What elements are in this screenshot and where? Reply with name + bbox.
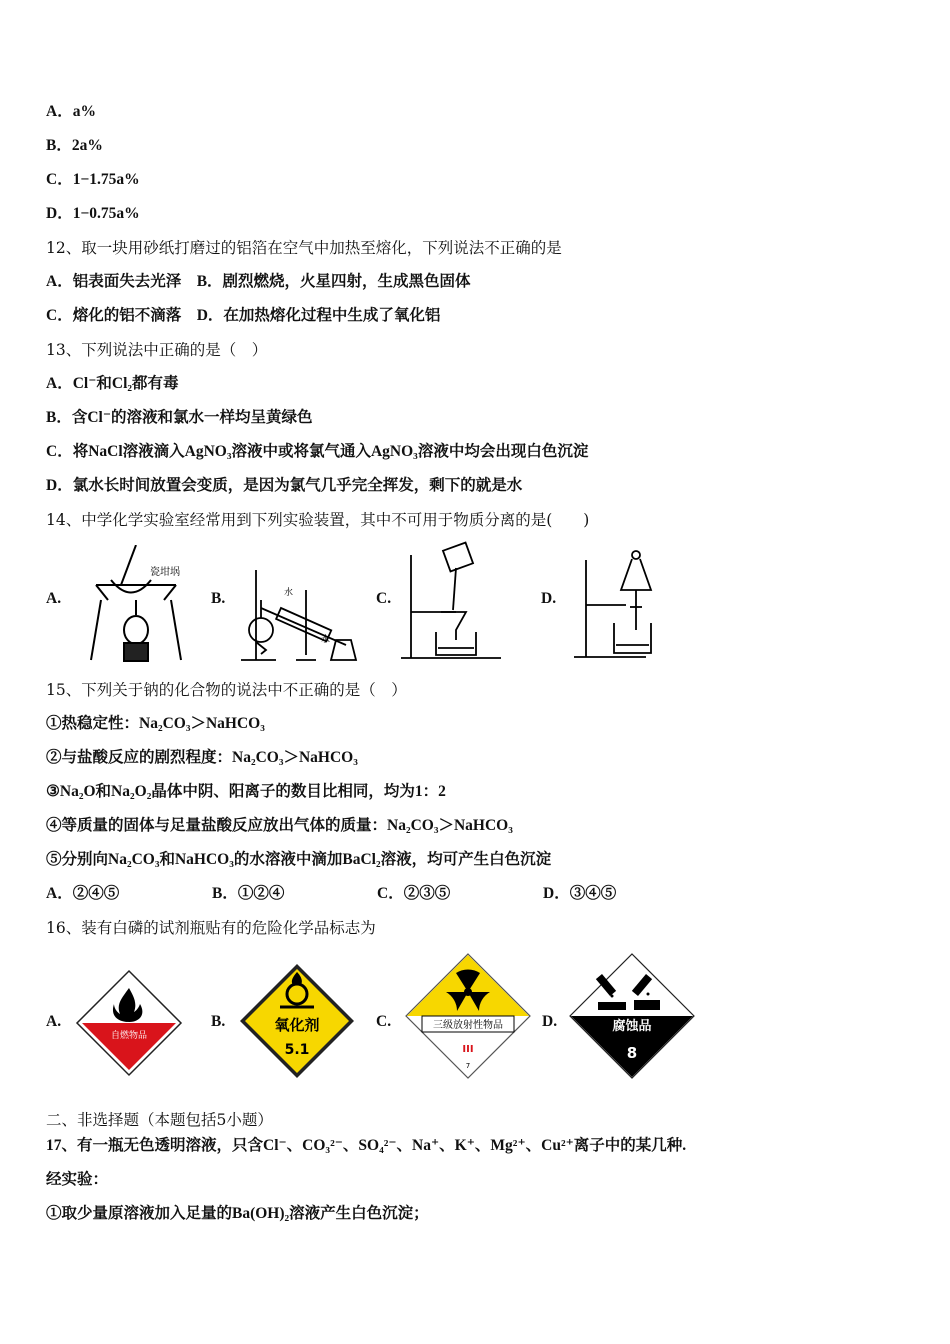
- radioactive-sign: [404, 952, 532, 1080]
- q15-statement-2: ②与盐酸反应的剧烈程度：Na₂CO₃＞NaHCO₃: [46, 749, 358, 766]
- q16-label-a: A.: [46, 1013, 62, 1030]
- q16-label-d: D.: [542, 1013, 558, 1030]
- crucible-label: 瓷坩埚: [150, 567, 180, 578]
- q14-option-a: [46, 590, 76, 608]
- q11-option-c: C．1−1.75a%: [46, 171, 140, 188]
- q16-stem: 16、装有白磷的试剂瓶贴有的危险化学品标志为: [46, 919, 376, 937]
- q17-stem: 17、有一瓶无色透明溶液，只含Cl⁻、CO₃²⁻、SO₄²⁻、Na⁺、K⁺、Mg²⁺、Cu²⁺离子中的某几种.: [46, 1137, 687, 1154]
- q15-option-c: C．②③⑤: [377, 885, 451, 902]
- sign-d-number: 8: [626, 1044, 638, 1062]
- experiment-step-1: ①取少量原溶液加入足量的Ba(OH)₂溶液产生白色沉淀；: [46, 1205, 429, 1222]
- q11-option-d: D．1−0.75a%: [46, 205, 140, 222]
- q11-option-a: A．a%: [46, 103, 96, 120]
- q16-signs-row: [46, 950, 726, 1080]
- sign-c-text: 三级放射性物品: [433, 1020, 503, 1031]
- q12-stem: 12、取一块用砂纸打磨过的铝箔在空气中加热至熔化，下列说法不正确的是: [46, 239, 562, 257]
- q13-option-c: C．将NaCl溶液滴入AgNO₃溶液中或将氯气通入AgNO₃溶液中均会出现白色沉淀: [46, 443, 589, 460]
- q12-options-row1: A．铝表面失去光泽 B．剧烈燃烧，火星四射，生成黑色固体: [46, 273, 471, 290]
- water-label-top: 水: [284, 588, 294, 598]
- q15-statement-4: ④等质量的固体与足量盐酸反应放出气体的质量：Na₂CO₃＞NaHCO₃: [46, 817, 513, 834]
- q14-label-a: A.: [46, 590, 62, 607]
- experiment-title: 经实验：: [46, 1171, 109, 1188]
- sign-d-text: 腐蚀品: [612, 1019, 652, 1034]
- sign-c-roman: III: [462, 1044, 474, 1055]
- filtration-apparatus-image: [401, 540, 511, 662]
- crucible-apparatus-image: [76, 545, 206, 665]
- q15-stem: 15、下列关于钠的化合物的说法中不正确的是（ ）: [46, 681, 407, 699]
- oxidizer-sign: [238, 962, 356, 1080]
- sign-c-number: 7: [465, 1062, 471, 1070]
- q13-stem: 13、下列说法中正确的是（ ）: [46, 341, 268, 359]
- q15-statement-1: ①热稳定性：Na₂CO₃＞NaHCO₃: [46, 715, 265, 732]
- q14-label-b: B.: [211, 590, 226, 607]
- q14-stem: 14、中学化学实验室经常用到下列实验装置，其中不可用于物质分离的是( ): [46, 511, 590, 529]
- distillation-apparatus-image: [236, 550, 366, 665]
- separatory-funnel-apparatus-image: [566, 545, 676, 660]
- q15-option-d: D．③④⑤: [543, 885, 617, 902]
- q13-option-a: A．Cl⁻和Cl₂都有毒: [46, 375, 179, 392]
- corrosive-sign: [568, 952, 696, 1080]
- sign-a-text: 自燃物品: [110, 1031, 148, 1041]
- q15-option-a: A．②④⑤: [46, 885, 120, 902]
- section-2-title: 二、非选择题（本题包括5小题）: [46, 1111, 273, 1129]
- q14-label-d: D.: [541, 590, 557, 607]
- q16-label-c: C.: [376, 1013, 392, 1030]
- q14-apparatus-row: [46, 540, 646, 665]
- q12-options-row2: C．熔化的铝不滴落 D．在加热熔化过程中生成了氧化铝: [46, 307, 441, 324]
- q13-option-d: D．氯水长时间放置会变质，是因为氯气几乎完全挥发，剩下的就是水: [46, 477, 523, 494]
- q15-option-b: B．①②④: [212, 885, 285, 902]
- water-label-bottom: 水: [321, 635, 331, 645]
- q11-option-b: B．2a%: [46, 137, 103, 154]
- sign-b-number: 5.1: [284, 1042, 310, 1058]
- q16-label-b: B.: [211, 1013, 226, 1030]
- q14-label-c: C.: [376, 590, 392, 607]
- q15-statement-3: ③Na₂O和Na₂O₂晶体中阴、阳离子的数目比相同，均为1：2: [46, 783, 446, 800]
- spontaneous-combustion-sign: [74, 968, 184, 1078]
- q15-statement-5: ⑤分别向Na₂CO₃和NaHCO₃的水溶液中滴加BaCl₂溶液，均可产生白色沉淀: [46, 851, 552, 868]
- q13-option-b: B．含Cl⁻的溶液和氯水一样均呈黄绿色: [46, 409, 313, 426]
- sign-b-text: 氧化剂: [274, 1016, 320, 1034]
